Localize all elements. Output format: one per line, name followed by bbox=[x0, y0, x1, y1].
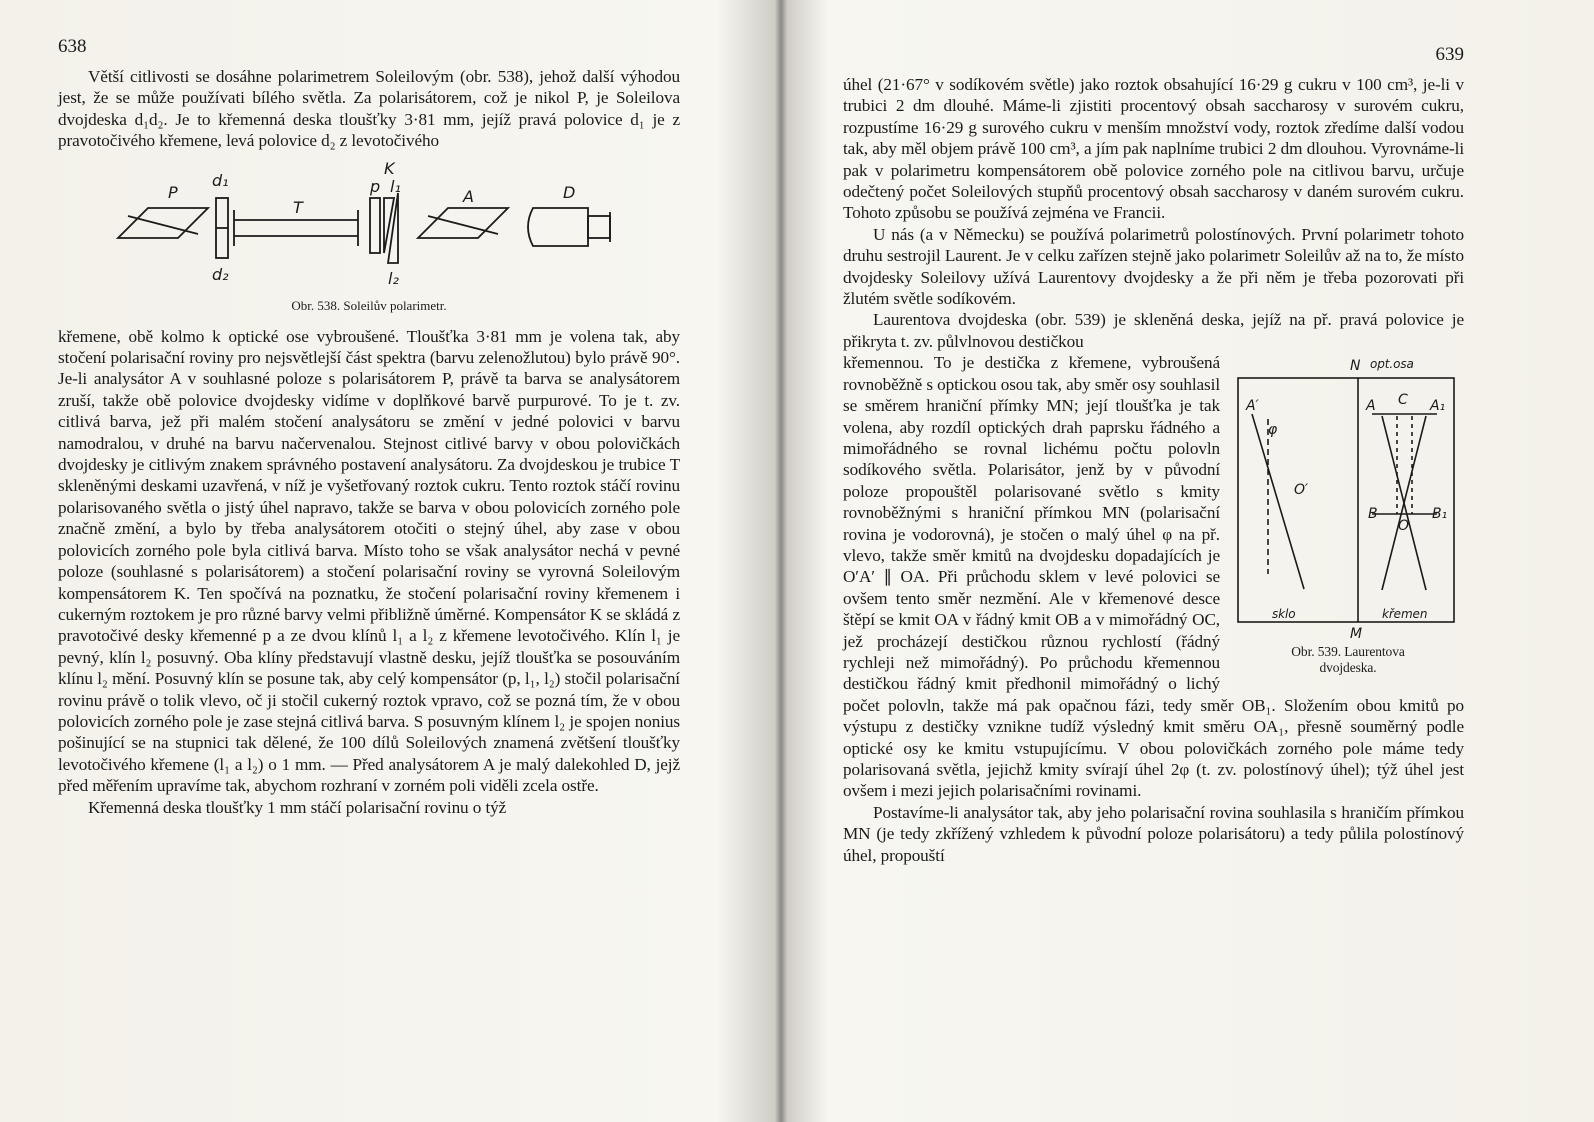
page-number-left: 638 bbox=[58, 36, 87, 57]
fig538-label-t: T bbox=[293, 197, 303, 217]
fig538-label-d2: d₂ bbox=[212, 264, 229, 284]
left-paragraph-3: Křemenná deska tloušťky 1 mm stáčí polarisační rovinu o týž bbox=[88, 797, 507, 817]
fig539-label-a1: A₁ bbox=[1430, 398, 1445, 415]
fig538-label-p-small: p bbox=[370, 176, 381, 196]
figure-539-caption-line1: Obr. 539. Laurentova bbox=[1291, 644, 1405, 660]
fig538-label-l1: l₁ bbox=[390, 176, 401, 196]
fig539-label-o: O bbox=[1398, 518, 1409, 535]
page-number-right: 639 bbox=[1435, 44, 1464, 65]
right-paragraph-1: úhel (21·67° v sodíkovém světle) jako roztok obsahující 16·29 g cukru v 100 cm³, je-li v trubici 2 dm dlouhé. Máme-li zjistiti procentový obsah saccharosy v surovém cukru, rozpustíme 16·29 g surového cukru v menším množství vody, roztok zředíme další vodou tak, aby měl objem právě 100 cm³, a jím pak naplníme trubici 2 dm dlouhou. Vyrovnáme-li pak v polarimetru kompensátorem obě polovice zorného pole na citlivou barvu, určuje odečtený počet Soleilových stupňů procentový obsah saccharosy v daném surovém cukru. Tohoto způsobu se používá zejména ve Francii. bbox=[843, 75, 1464, 223]
fig538-label-k: K bbox=[384, 158, 395, 178]
fig539-label-kremen: křemen bbox=[1382, 607, 1428, 622]
right-paragraph-3-lead: Laurentova dvojdeska (obr. 539) je skleněná deska, jejíž na př. pravá polovice je přikryta t. zv. půlvlnovou destičkou bbox=[843, 310, 1464, 351]
fig539-label-a: A bbox=[1366, 398, 1376, 415]
left-page bbox=[0, 0, 770, 1122]
fig539-label-b1: B₁ bbox=[1432, 506, 1448, 523]
fig538-label-p: P bbox=[168, 182, 178, 202]
soleil-polarimeter-diagram bbox=[108, 158, 628, 288]
figure-539-caption bbox=[1232, 644, 1464, 676]
figure-538 bbox=[58, 158, 680, 318]
right-text bbox=[843, 74, 1464, 866]
left-paragraph-1: Větší citlivosti se dosáhne polarimetrem Soleilovým (obr. 538), jehož další výhodou jest, že se může používati bílého světla. Za polarisátorem, což je nikol P, je Soleilova dvojdeska d₁d₂. Je to křemenná deska tloušťky 3·81 mm, jejíž pravá polovice d₁ je z pravotočivého křemene, levá polovice d₂ z levotočivého bbox=[58, 67, 680, 151]
left-text bbox=[58, 66, 680, 152]
figure-539-caption-line2: dvojdeska. bbox=[1319, 660, 1377, 676]
fig539-label-n: N bbox=[1350, 358, 1361, 375]
telescope-d-shape bbox=[528, 208, 588, 246]
right-page bbox=[785, 0, 1594, 1122]
fig539-label-opt-axis: opt.osa bbox=[1370, 357, 1414, 372]
fig539-label-o-prime: O′ bbox=[1294, 482, 1308, 499]
fig539-label-m: M bbox=[1350, 626, 1362, 643]
figure-538-caption: Obr. 538. Soleilův polarimetr. bbox=[291, 297, 447, 313]
left-text-continued bbox=[58, 326, 680, 818]
fig538-label-d1: d₁ bbox=[212, 170, 229, 190]
fig539-label-a-prime: A′ bbox=[1246, 398, 1259, 415]
fig539-label-b: B bbox=[1368, 506, 1378, 523]
right-paragraph-2: U nás (a v Německu) se používá polarimetrů polostínových. První polarimetr tohoto druhu sestrojil Laurent. Je v celku zařízen stejně jako polarimetr Soleilův až na to, že místo dvojdesky Soleilovy užívá Laurentovy dvojdesky a že při něm je třeba pozorovati při žlutém světle sodíkovém. bbox=[843, 224, 1464, 309]
fig539-label-c: C bbox=[1398, 392, 1408, 409]
fig538-label-a: A bbox=[463, 186, 474, 206]
quartz-plate-p-shape bbox=[370, 198, 380, 253]
figure-539 bbox=[1232, 354, 1464, 686]
fig539-label-phi-left: φ bbox=[1268, 422, 1278, 439]
laurent-plate-diagram bbox=[1232, 354, 1464, 644]
fig539-label-sklo: sklo bbox=[1272, 607, 1296, 622]
right-paragraph-3-wrap: křemennou. To je destička z křemene, vybroušená rovnoběžně s optickou osou tak, aby směr osy souhlasil se směrem hraniční přímky MN; její tloušťka je tak volena, aby rozdíl optických drah paprsku řádného a mimořádného se rovnal lichému počtu polovln sodíkového světla. Polarisátor, jenž by v původní poloze propouštěl polarisované světlo s kmity rovnoběžnými s hraniční přímkou MN (polarisační rovina je vodorovná), je stočen o malý úhel φ na př. vlevo, takže směr kmitů na dvojdesku dopadajících je O′A′ ∥ OA. Při průchodu sklem v levé polovici se ovšem tento směr nezmění. Ale v křemenové desce štěpí se kmit OA v řádný kmit OB a v mimořádný OC, jež procházejí destičkou různou rychlostí (řádný rychleji než mimořádný). Po průchodu křemennou destičkou řádný kmit předhonil mimořádný o lichý počet polovln, takže má pak opačnou fázi, tedy směr OB₁. Složením obou kmitů po výstupu z destičky vznikne tudíž výsledný kmit směru OA₁, přesně souměrný podle optické osy ke kmitu vstupujícímu. V obou polovičkách zorného pole máme tedy polarisovaná světla, jejichž kmity svírají úhel 2φ (t. zv. polostínový úhel); týž úhel jest ovšem i mezi jejich polarisačními rovinami. bbox=[843, 353, 1464, 801]
fig538-label-d: D bbox=[563, 182, 576, 202]
left-paragraph-2: křemene, obě kolmo k optické ose vybroušené. Tloušťka 3·81 mm je volena tak, aby stočení polarisační roviny pro nejsvětlejší část spektra (barvu zelenožlutou) bylo právě 90°. Je-li analysátor A v souhlasné poloze s polarisátorem P, právě ta barva se analysátorem zruší, takže obě polovice dvojdesky vidíme v doplňkové barvě purpurové. To je t. zv. citlivá barva, jež při malém stočení analysátoru se změní v jedné polovici v barvu namodralou, v druhé na barvu načervenalou. Stejnost citlivé barvy v obou polovičkách dvojdesky je citlivým znakem správného postavení analysátoru. Za dvojdeskou je trubice T skleněnými deskami uzavřená, v níž je vyšetřovaný roztok cukru. Tento roztok stáčí rovinu polarisovaného světla o jistý úhel napravo, takže se barva v obou polovicích zorného pole značně změní, a bylo by třeba analysátorem otočiti o stejný úhel, aby zase v obou polovicích zorného pole byla citlivá barva. Místo toho se však analysátor nechá v pevné poloze (souhlasné s polarisátorem) a stočení polarisační roviny se vyrovná Soleilovým kompensátorem K. Ten spočívá na poznatku, že stočení polarisační roviny křemenem i cukerným roztokem je pro různé barvy velmi přibližně úměrné. Kompensátor K se skládá z pravotočivé desky křemenné p a ze dvou klínů l₁ a l₂ z křemene levotočivého. Klín l₁ je pevný, klín l₂ posuvný. Oba klíny představují vlastně desku, jejíž tloušťka se posouváním klínu l₂ mění. Posuvný klín se posune tak, aby celý kompensátor (p, l₁, l₂) stočil polarisační rovinu právě o tolik vlevo, oč ji stočil cukerný roztok vpravo, což se pozná tím, že v obou polovicích zorného pole je zase stejná citlivá barva. S posuvným klínem l₂ je spojen nonius pošinující se na stupnici tak dělené, že 100 dílů Soleilových znamená zvětšení tloušťky levotočivého křemene (l₁ a l₂) o 1 mm. — Před analysátorem A je malý dalekohled D, jejž před měřením upravíme tak, abychom rozhraní v zorném poli viděli zcela ostře. bbox=[58, 326, 680, 796]
right-paragraph-4: Postavíme-li analysátor tak, aby jeho polarisační rovina souhlasila s hraničím přímkou MN (je tedy zkřížený vzhledem k původní poloze polarisátoru) a tedy půlila polostínový úhel, propouští bbox=[843, 802, 1464, 865]
fig538-label-l2: l₂ bbox=[388, 268, 399, 288]
